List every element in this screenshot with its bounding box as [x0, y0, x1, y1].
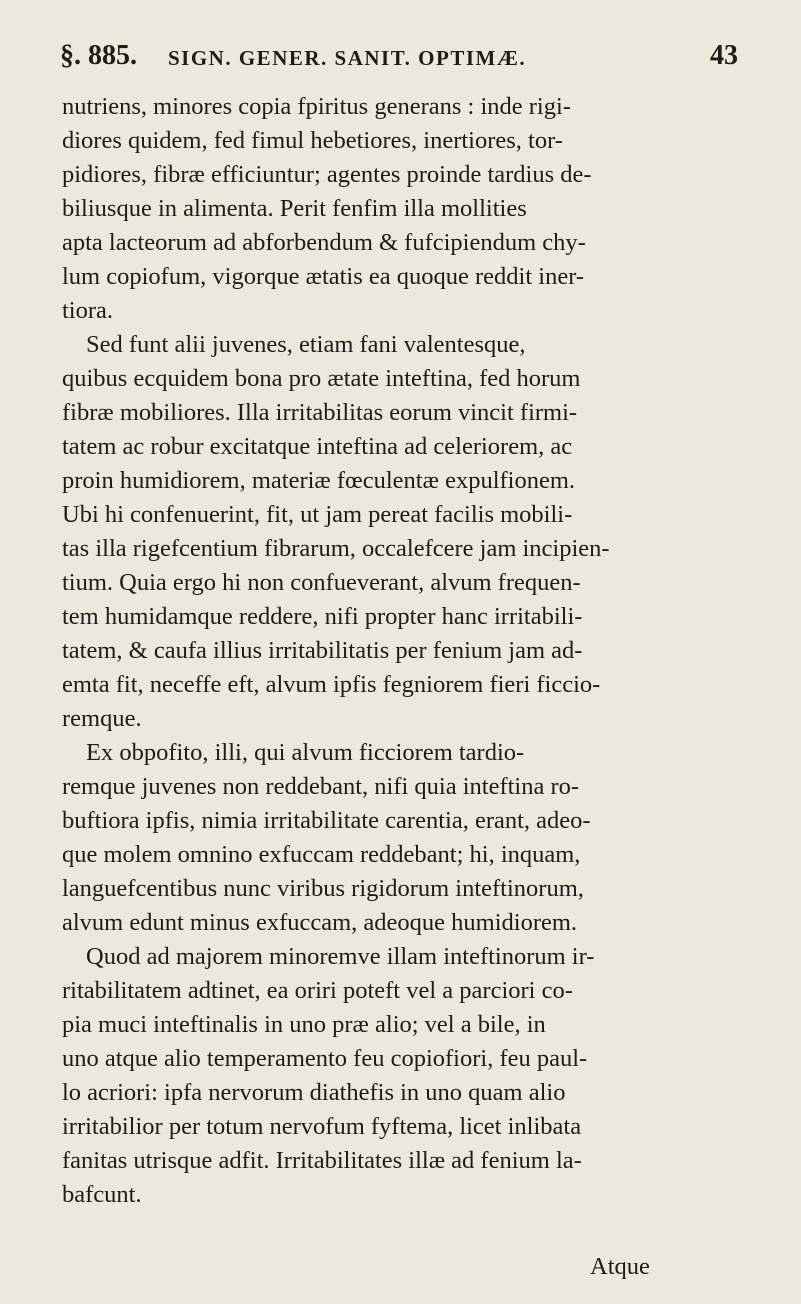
text-line: emta fit, neceffe eft, alvum ipfis fegniorem fieri ficcio- — [62, 671, 601, 698]
text-line: uno atque alio temperamento feu copiofiori, feu paul- — [62, 1045, 588, 1072]
running-header — [60, 40, 760, 80]
section-number: §. 885. — [60, 40, 137, 71]
text-line: Ex obpofito, illi, qui alvum ficciorem tardio- — [86, 739, 525, 766]
text-line: Ubi hi confenuerint, fit, ut jam pereat facilis mobili- — [62, 501, 573, 528]
text-line: tas illa rigefcentium fibrarum, occalefcere jam incipien- — [62, 535, 610, 562]
text-line: nutriens, minores copia fpiritus generans : inde rigi- — [62, 93, 571, 120]
text-line: proin humidiorem, materiæ fœculentæ expulfionem. — [62, 467, 576, 494]
text-line: languefcentibus nunc viribus rigidorum inteftinorum, — [62, 875, 584, 902]
text-line: que molem omnino exfuccam reddebant; hi, inquam, — [62, 841, 581, 868]
text-line: pidiores, fibræ efficiuntur; agentes proinde tardius de- — [62, 161, 592, 188]
text-line: biliusque in alimenta. Perit fenfim illa mollities — [62, 195, 527, 222]
text-line: alvum edunt minus exfuccam, adeoque humidiorem. — [62, 909, 578, 936]
text-line: remque. — [62, 705, 142, 732]
text-line: diores quidem, fed fimul hebetiores, inertiores, tor- — [62, 127, 563, 154]
page-number: 43 — [710, 40, 738, 71]
text-line: lo acriori: ipfa nervorum diathefis in uno quam alio — [62, 1079, 566, 1106]
text-line: pia muci inteftinalis in uno præ alio; vel a bile, in — [62, 1011, 546, 1038]
text-line: quibus ecquidem bona pro ætate inteftina, fed horum — [62, 365, 581, 392]
text-line: tium. Quia ergo hi non confueverant, alvum frequen- — [62, 569, 581, 596]
text-line: irritabilior per totum nervofum fyftema, licet inlibata — [62, 1113, 582, 1140]
text-line: bafcunt. — [62, 1181, 142, 1208]
text-line: tem humidamque reddere, nifi propter hanc irritabili- — [62, 603, 583, 630]
text-line: buftiora ipfis, nimia irritabilitate carentia, erant, adeo- — [62, 807, 591, 834]
catchword: Atque — [590, 1253, 650, 1280]
text-line: ritabilitatem adtinet, ea oriri poteft vel a parciori co- — [62, 977, 573, 1004]
text-line: lum copiofum, vigorque ætatis ea quoque reddit iner- — [62, 263, 585, 290]
text-line: remque juvenes non reddebant, nifi quia inteftina ro- — [62, 773, 580, 800]
text-line: tatem ac robur excitatque inteftina ad celeriorem, ac — [62, 433, 573, 460]
text-line: tatem, & caufa illius irritabilitatis per fenium jam ad- — [62, 637, 583, 664]
text-line: fibræ mobiliores. Illa irritabilitas eorum vincit firmi- — [62, 399, 578, 426]
text-line: Quod ad majorem minoremve illam inteftinorum ir- — [86, 943, 595, 970]
running-title: SIGN. GENER. SANIT. OPTIMÆ. — [168, 46, 527, 70]
text-line: fanitas utrisque adfit. Irritabilitates illæ ad fenium la- — [62, 1147, 582, 1174]
text-line: tiora. — [62, 297, 114, 324]
text-line: Sed funt alii juvenes, etiam fani valentesque, — [86, 331, 526, 358]
text-line: apta lacteorum ad abforbendum & fufcipiendum chy- — [62, 229, 586, 256]
